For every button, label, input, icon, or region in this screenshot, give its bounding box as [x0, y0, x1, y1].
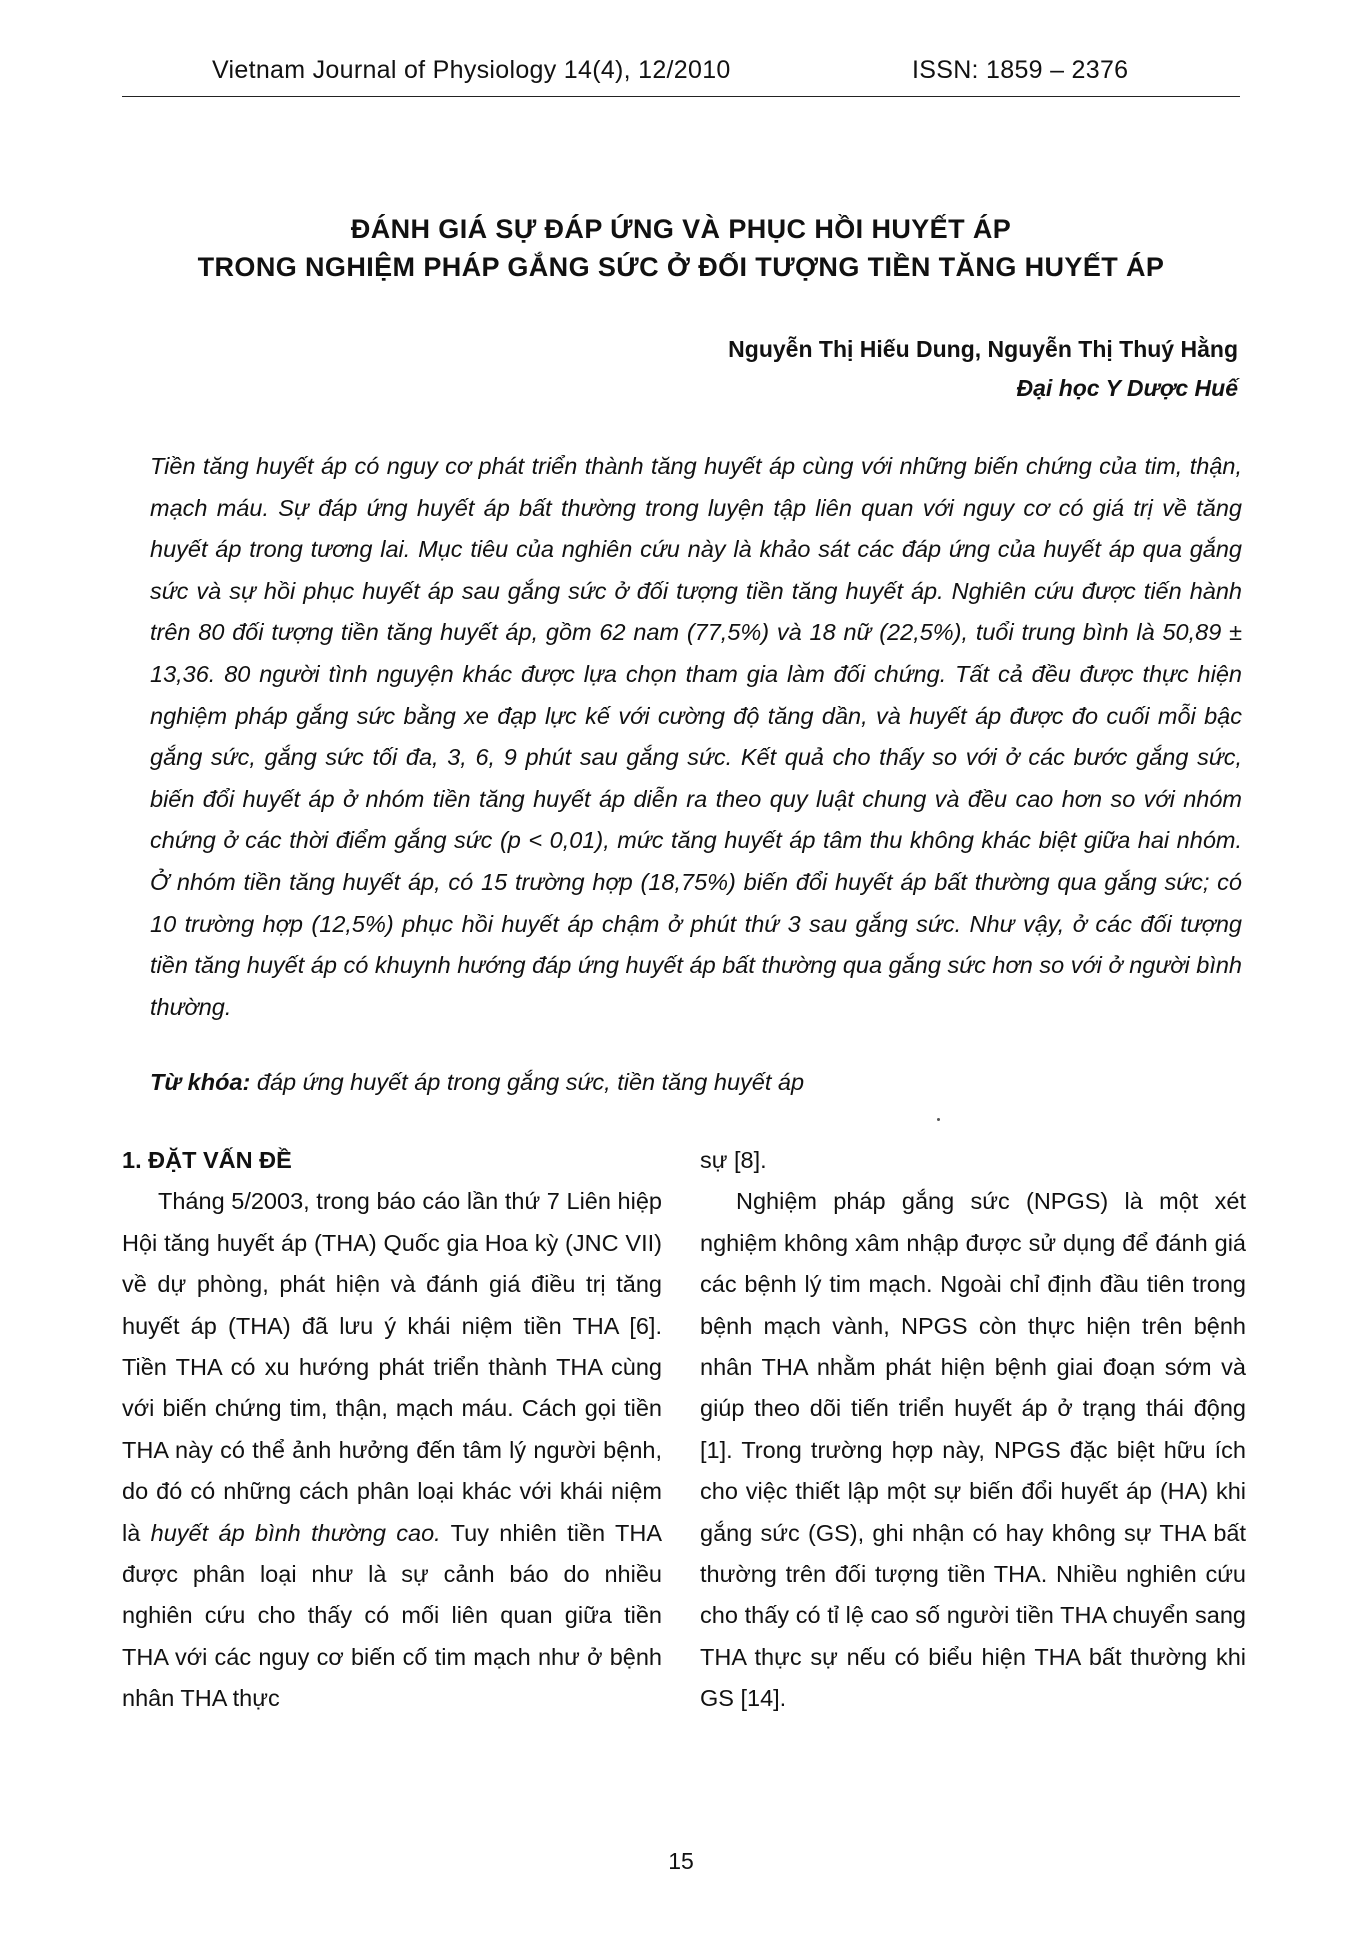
paragraph-1-italic: huyết áp bình thường cao. [150, 1519, 441, 1546]
paragraph-1 [122, 1181, 662, 1719]
article-title [120, 210, 1242, 286]
page-number: 15 [668, 1848, 694, 1874]
paragraph-1-text: Tháng 5/2003, trong báo cáo lần thứ 7 Liên hiệp Hội tăng huyết áp (THA) Quốc gia Hoa kỳ (JNC VII) về dự phòng, phát hiện và đánh giá điều trị tăng huyết áp (THA) đã lưu ý khái niệm tiền THA [6]. Tiền THA có xu hướng phát triển thành THA cùng với biến chứng tim, thận, mạch máu. Cách gọi tiền THA này có thể ảnh hưởng đến tâm lý người bệnh, do đó có những cách phân loại khác với khái niệm là [122, 1188, 662, 1546]
keywords [150, 1064, 1242, 1100]
journal-name: Vietnam Journal of Physiology 14(4), 12/2010 [212, 56, 731, 84]
title-line-2: TRONG NGHIỆM PHÁP GẮNG SỨC Ở ĐỐI TƯỢNG TIỀN TĂNG HUYẾT ÁP [197, 252, 1165, 282]
paragraph-1-text-cont: Tuy nhiên tiền THA được phân loại như là sự cảnh báo do nhiều nghiên cứu cho thấy có mối liên quan giữa tiền THA với các nguy cơ biến cố tim mạch như ở bệnh nhân THA thực [122, 1519, 662, 1712]
paragraph-1-continued: sự [8]. [700, 1147, 767, 1173]
running-header [122, 52, 1240, 97]
author-names: Nguyễn Thị Hiếu Dung, Nguyễn Thị Thuý Hằng [728, 336, 1238, 362]
keywords-text: đáp ứng huyết áp trong gắng sức, tiền tăng huyết áp [256, 1069, 805, 1095]
affiliation: Đại học Y Dược Huế [1016, 375, 1238, 401]
author-block [728, 330, 1238, 408]
paragraph-2: Nghiệm pháp gắng sức (NPGS) là một xét nghiệm không xâm nhập được sử dụng để đánh giá các bệnh lý tim mạch. Ngoài chỉ định đầu tiên trong bệnh mạch vành, NPGS còn thực hiện trên bệnh nhân THA nhằm phát hiện bệnh giai đoạn sớm và giúp theo dõi tiến triển huyết áp ở trạng thái động [1]. Trong trường hợp này, NPGS đặc biệt hữu ích cho việc thiết lập một sự biến đổi huyết áp (HA) khi gắng sức (GS), ghi nhận có hay không sự THA bất thường trên đối tượng tiền THA. Nhiều nghiên cứu cho thấy có tỉ lệ cao số người tiền THA chuyển sang THA thực sự nếu có biểu hiện THA bất thường khi GS [14]. [700, 1188, 1246, 1712]
right-column [700, 1140, 1246, 1720]
left-column [122, 1140, 662, 1720]
abstract: Tiền tăng huyết áp có nguy cơ phát triển thành tăng huyết áp cùng với những biến chứng của tim, thận, mạch máu. Sự đáp ứng huyết áp bất thường trong luyện tập liên quan với nguy cơ có giá trị về tăng huyết áp trong tương lai. Mục tiêu của nghiên cứu này là khảo sát các đáp ứng của huyết áp qua gắng sức và sự hồi phục huyết áp sau gắng sức ở đối tượng tiền tăng huyết áp. Nghiên cứu được tiến hành trên 80 đối tượng tiền tăng huyết áp, gồm 62 nam (77,5%) và 18 nữ (22,5%), tuổi trung bình là 50,89 ± 13,36. 80 người tình nguyện khác được lựa chọn tham gia làm đối chứng. Tất cả đều được thực hiện nghiệm pháp gắng sức bằng xe đạp lực kế với cường độ tăng dần, và huyết áp được đo cuối mỗi bậc gắng sức, gắng sức tối đa, 3, 6, 9 phút sau gắng sức. Kết quả cho thấy so với ở các bước gắng sức, biến đổi huyết áp ở nhóm tiền tăng huyết áp diễn ra theo quy luật chung và đều cao hơn so với nhóm chứng ở các thời điểm gắng sức (p < 0,01), mức tăng huyết áp tâm thu không khác biệt giữa hai nhóm. Ở nhóm tiền tăng huyết áp, có 15 trường hợp (18,75%) biến đổi huyết áp bất thường qua gắng sức; có 10 trường hợp (12,5%) phục hồi huyết áp chậm ở phút thứ 3 sau gắng sức. Như vậy, ở các đối tượng tiền tăng huyết áp có khuynh hướng đáp ứng huyết áp bất thường qua gắng sức hơn so với ở người bình thường. [150, 453, 1242, 1020]
section-heading: 1. ĐẶT VẤN ĐỀ [122, 1147, 292, 1173]
title-line-1: ĐÁNH GIÁ SỰ ĐÁP ỨNG VÀ PHỤC HỒI HUYẾT ÁP [350, 214, 1012, 244]
stray-dot [937, 1118, 940, 1121]
keywords-label: Từ khóa: [150, 1069, 251, 1095]
issn: ISSN: 1859 – 2376 [912, 56, 1129, 84]
